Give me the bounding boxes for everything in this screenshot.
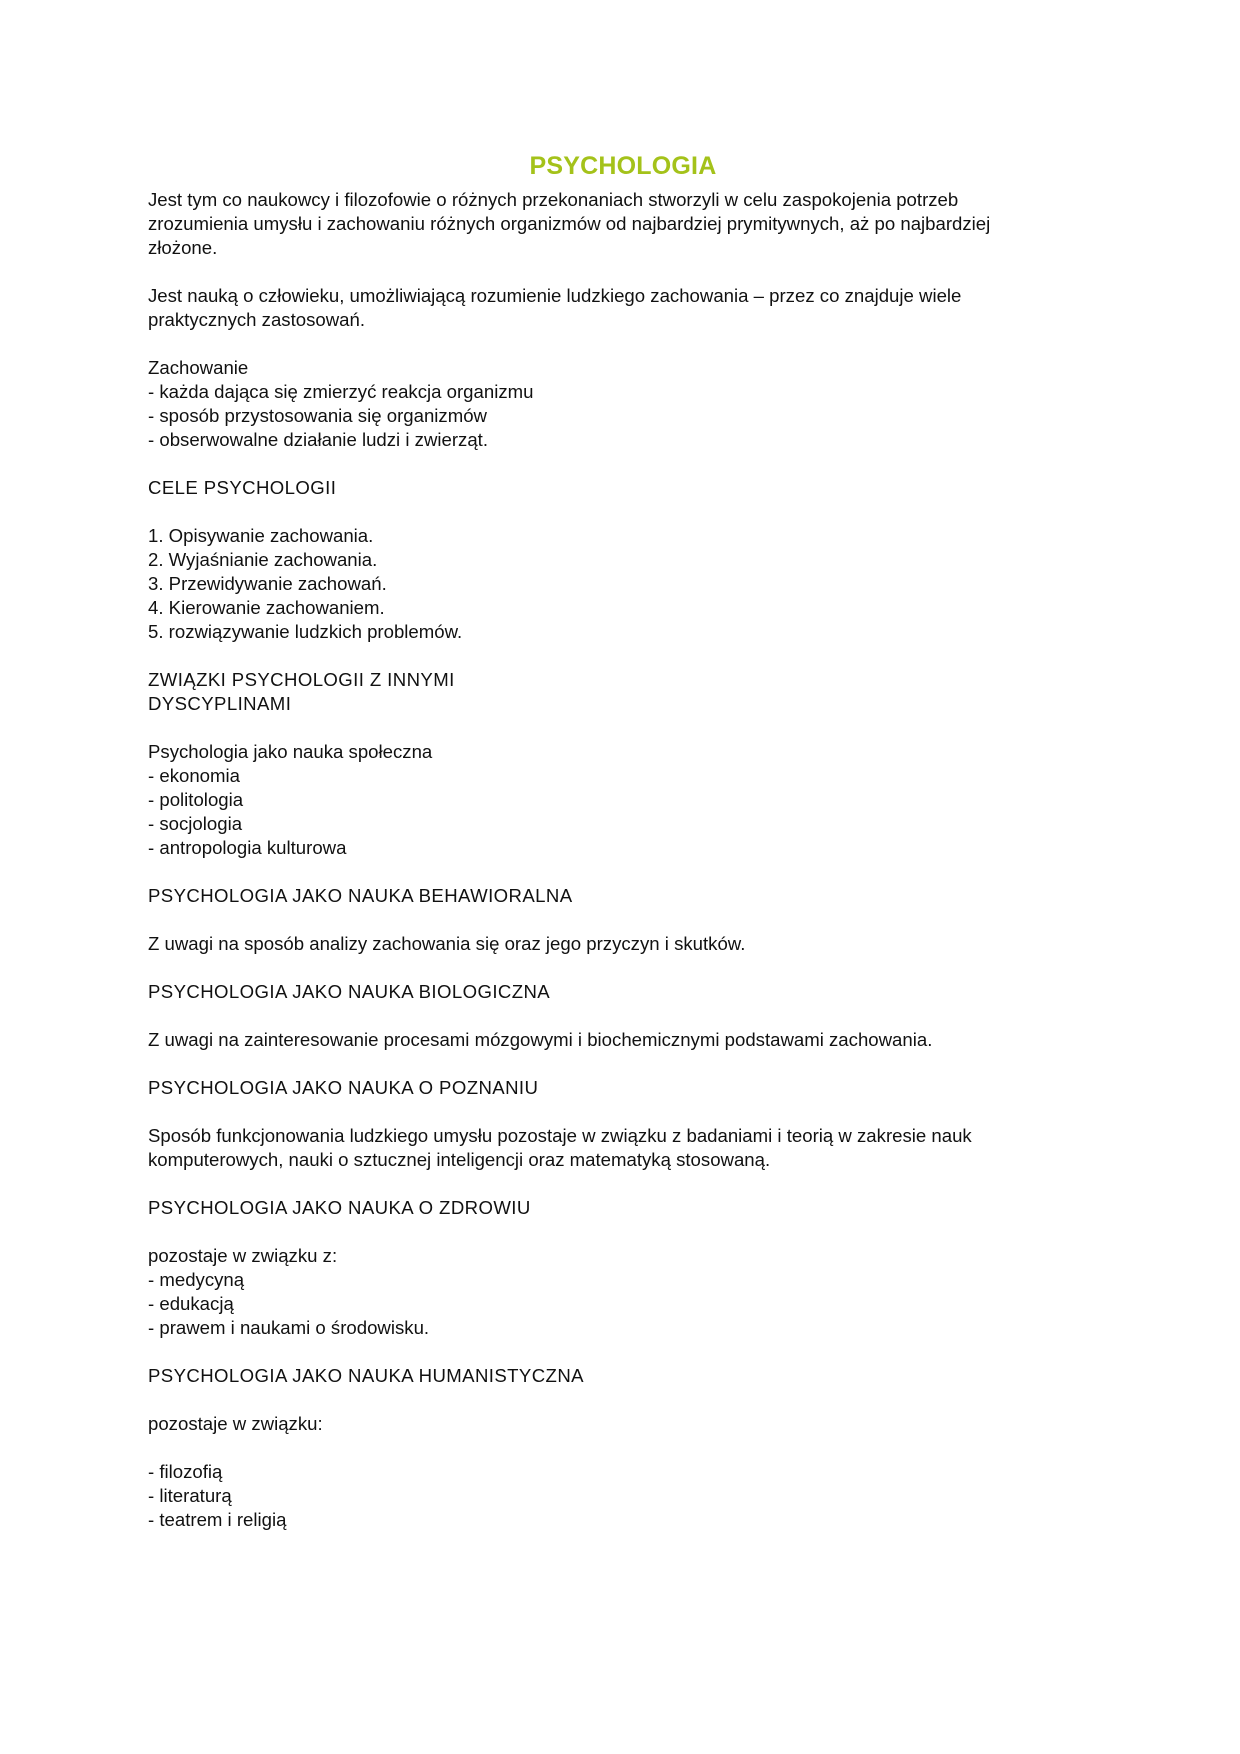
- behavioral-text: Z uwagi na sposób analizy zachowania się oraz jego przyczyn i skutków.: [148, 933, 746, 954]
- list-item: 1. Opisywanie zachowania.: [148, 525, 374, 546]
- cognitive-text: [148, 1124, 1098, 1172]
- relations-heading-line: DYSCYPLINAMI: [148, 693, 292, 714]
- document-title: PSYCHOLOGIA: [529, 152, 717, 180]
- health-heading: PSYCHOLOGIA JAKO NAUKA O ZDROWIU: [148, 1197, 531, 1218]
- list-item: - medycyną: [148, 1269, 245, 1290]
- list-item: - teatrem i religią: [148, 1509, 287, 1530]
- behavior-section: [148, 356, 1098, 452]
- intro-line: zrozumienia umysłu i zachowaniu różnych organizmów od najbardziej prymitywnych, aż po najbardziej: [148, 213, 991, 234]
- social-section: [148, 740, 1098, 860]
- goals-list: [148, 524, 1098, 644]
- list-item: - edukacją: [148, 1293, 234, 1314]
- health-label: pozostaje w związku z:: [148, 1245, 338, 1266]
- cognitive-heading: PSYCHOLOGIA JAKO NAUKA O POZNANIU: [148, 1077, 539, 1098]
- list-item: - filozofią: [148, 1461, 223, 1482]
- list-item: - prawem i naukami o środowisku.: [148, 1317, 430, 1338]
- health-section: [148, 1244, 1098, 1340]
- relations-heading-line: ZWIĄZKI PSYCHOLOGII Z INNYMI: [148, 669, 455, 690]
- list-item: - literaturą: [148, 1485, 232, 1506]
- biological-heading: PSYCHOLOGIA JAKO NAUKA BIOLOGICZNA: [148, 981, 551, 1002]
- list-item: - obserwowalne działanie ludzi i zwierząt.: [148, 429, 489, 450]
- relations-heading: [148, 668, 1098, 716]
- intro-line: Jest tym co naukowcy i filozofowie o różnych przekonaniach stworzyli w celu zaspokojenia potrzeb: [148, 189, 959, 210]
- list-item: 4. Kierowanie zachowaniem.: [148, 597, 385, 618]
- intro-line: złożone.: [148, 237, 218, 258]
- list-item: - socjologia: [148, 813, 243, 834]
- list-item: - sposób przystosowania się organizmów: [148, 405, 487, 426]
- list-item: - każda dająca się zmierzyć reakcja organizmu: [148, 381, 534, 402]
- goals-heading: CELE PSYCHOLOGII: [148, 477, 337, 498]
- cognitive-line: komputerowych, nauki o sztucznej inteligencji oraz matematyką stosowaną.: [148, 1149, 771, 1170]
- list-item: - antropologia kulturowa: [148, 837, 347, 858]
- behavioral-heading: PSYCHOLOGIA JAKO NAUKA BEHAWIORALNA: [148, 885, 573, 906]
- list-item: 5. rozwiązywanie ludzkich problemów.: [148, 621, 463, 642]
- list-item: 2. Wyjaśnianie zachowania.: [148, 549, 378, 570]
- social-label: Psychologia jako nauka społeczna: [148, 741, 433, 762]
- definition-line: Jest nauką o człowieku, umożliwiającą rozumienie ludzkiego zachowania – przez co znajduje wiele: [148, 285, 962, 306]
- list-item: - ekonomia: [148, 765, 240, 786]
- humanistic-label: pozostaje w związku:: [148, 1413, 323, 1434]
- definition-paragraph: [148, 284, 1098, 332]
- biological-text: Z uwagi na zainteresowanie procesami mózgowymi i biochemicznymi podstawami zachowania.: [148, 1029, 933, 1050]
- intro-paragraph: [148, 188, 1098, 260]
- definition-line: praktycznych zastosowań.: [148, 309, 366, 330]
- cognitive-line: Sposób funkcjonowania ludzkiego umysłu pozostaje w związku z badaniami i teorią w zakresie nauk: [148, 1125, 972, 1146]
- humanistic-list: [148, 1460, 1098, 1532]
- behavior-label: Zachowanie: [148, 357, 249, 378]
- list-item: - politologia: [148, 789, 244, 810]
- list-item: 3. Przewidywanie zachowań.: [148, 573, 387, 594]
- humanistic-heading: PSYCHOLOGIA JAKO NAUKA HUMANISTYCZNA: [148, 1365, 584, 1386]
- document-page: [148, 146, 1098, 1556]
